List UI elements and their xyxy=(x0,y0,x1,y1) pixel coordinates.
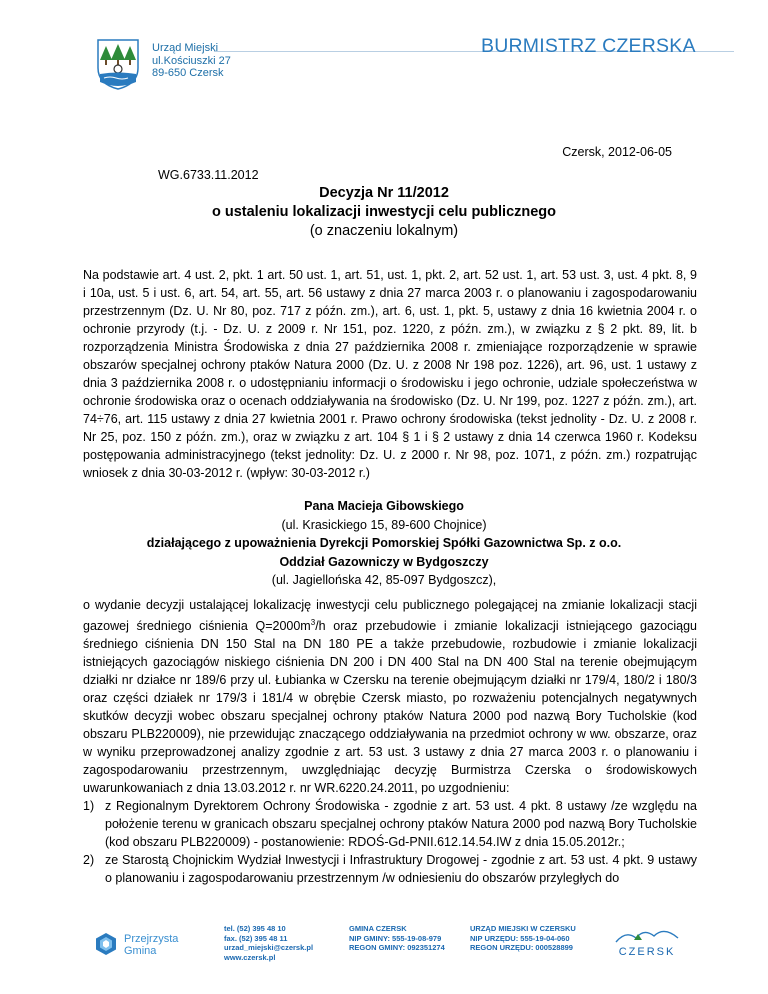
office-street: ul.Kościuszki 27 xyxy=(152,54,231,67)
request-text-end: /h oraz przebudowie i zmianie lokalizacji istniejącego gazociągu średniego ciśnienia DN 150 Stal na DN 180 PE a także przebudowie, rozbudowie i zmianie lokalizacji istniejących gazociągów niskiego ciśnienia DN 200 i DN 400 Stal na DN 400 Stal na terenie obejmującym działki nr działce nr 189/6 przy ul. Łubianka w Czersku na terenie obejmującym działki nr 179/4, 180/2 i 180/3 oraz części działek nr 179/3 i 181/4 w obrębie Czersk miasto, po rozważeniu potencjalnych negatywnych skutków decyzji wobec obszaru specjalnej ochrony ptaków Natura 2000 pod nazwą Bory Tucholskie (kod obszaru PLB220009), nie przewidując znaczącego oddziaływania na przedmiot ochrony w ww. obszarze, oraz w wyniku przeprowadzonej analizy zgodnie z art. 53 ust. 3 ustawy z dnia 27 marca 2003 r. o planowaniu i zagospodarowaniu przestrzennym, uwzględniając decyzję Burmistrza Czerska o środowiskowych uwarunkowaniach z dnia 13.03.2012 r. nr WR.6220.24.2011, po uzgodnieniu: xyxy=(83,619,697,796)
office-postcode: 89-650 Czersk xyxy=(152,67,224,79)
list-item-text: z Regionalnym Dyrektorem Ochrony Środowiska - zgodnie z art. 53 ust. 4 pkt. 8 ustawy /ze względu na położenie terenu w granicach obszaru specjalnej ochrony ptaków Natura 2000 pod nazwą Bory Tucholskie (kod obszaru PLB220009) - postanowienie: RDOŚ-Gd-PNII.612.14.54.IW z dnia 15.05.2012r.; xyxy=(105,799,697,849)
office-name: Urząd Miejski xyxy=(152,42,219,54)
town-crest-logo xyxy=(96,38,140,90)
list-item-text: ze Starostą Chojnickim Wydział Inwestycji i Infrastruktury Drogowej - zgodnie z art. 53 ust. 4 pkt. 9 ustawy o planowaniu i zagospodarowaniu przestrzennym /w odniesieniu do obszarów przyległych do xyxy=(105,853,697,885)
reference-number: WG.6733.11.2012 xyxy=(158,168,259,182)
footer-gmina-name: GMINA CZERSK xyxy=(349,924,407,933)
footer-gmina-regon: REGON GMINY: 092351274 xyxy=(349,943,445,952)
list-item-number: 1) xyxy=(83,799,95,813)
list-item xyxy=(83,851,697,887)
legal-basis-paragraph: Na podstawie art. 4 ust. 2, pkt. 1 art. 50 ust. 1, art. 51, ust. 1, pkt. 2, art. 52 ust. 1, art. 53 ust. 3, ust. 4 pkt. 8, 9 i 10a, ust. 5 i ust. 6, art. 54, art. 55, art. 56 ustawy z dnia 27 marca 2003 r. o planowaniu i zagospodarowaniu przestrzennym (Dz. U. Nr 80, poz. 717 z późn. zm.), art. 6, ust. 1, pkt. 5, ustawy z dnia 16 kwietnia 2004 r. o ochronie przyrody (t.j. - Dz. U. z 2009 r. Nr 151, poz. 1220, z późn. zm.), w związku z § 2 pkt. 89, lit. b rozporządzenia Ministra Środowiska z dnia 27 października 2008 r. zmieniające rozporządzenie w sprawie obszarów specjalnej ochrony ptaków Natura 2000 (Dz. U. z 2008 Nr 198 poz. 1226), art. 96, ust. 1 ustawy z dnia 3 października 2008 r. o udostępnianiu informacji o środowisku i jego ochronie, udziale społeczeństwa w ochronie środowiska oraz o ocenach oddziaływania na środowisko (Dz. U. Nr 199, poz. 1227 z późn. zm.), art. 74÷76, art. 115 ustawy z dnia 27 kwietnia 2001 r. Prawo ochrony środowiska (tekst jednolity - Dz. U. z 2008 r. Nr 25, poz. 150 z późn. zm.), oraz w związku z art. 104 § 1 i § 2 ustawy z dnia 14 czerwca 1960 r. Kodeksu postępowania administracyjnego (tekst jednolity: Dz. U. z 2000 r. Nr 98, poz. 1071, z późn. zm.) rozpatrując wniosek z dnia 30-03-2012 r. (wpływ: 30-03-2012 r.) xyxy=(83,268,697,480)
applicant-name: Pana Macieja Gibowskiego xyxy=(304,499,464,513)
footer-contact xyxy=(224,924,313,962)
applicant-branch: Oddział Gazowniczy w Bydgoszczy xyxy=(279,554,489,569)
przejrzysta-gmina-text xyxy=(124,933,178,957)
decision-title: Decyzja Nr 11/2012 xyxy=(319,185,449,201)
footer-email: urzad_miejski@czersk.pl xyxy=(224,943,314,952)
decision-subject: o ustaleniu lokalizacji inwestycji celu publicznego xyxy=(211,204,557,220)
request-superscript: 3 xyxy=(310,618,316,627)
footer-website: www.czersk.pl xyxy=(224,952,276,962)
przejrzysta-line1: Przejrzysta xyxy=(124,933,179,945)
footer-gmina-nip: NIP GMINY: 555-19-08-979 xyxy=(349,933,442,943)
przejrzysta-gmina-logo xyxy=(95,932,117,956)
request-text-start: o wydanie decyzji ustalającej lokalizację inwestycji celu publicznego polegającej na zmianie lokalizacji stacji gazowej średniego ciśnienia Q=2000m xyxy=(83,598,697,634)
przejrzysta-line2: Gmina xyxy=(124,945,157,957)
applicant-authority: działającego z upoważnienia Dyrekcji Pomorskiej Spółki Gazownictwa Sp. z o.o. xyxy=(146,536,622,550)
decision-scope: (o znaczeniu lokalnym) xyxy=(309,223,459,239)
list-item xyxy=(83,797,697,851)
applicant-branch-address: (ul. Jagiellońska 42, 85-097 Bydgoszcz), xyxy=(271,573,497,587)
footer-fax: fax. (52) 395 48 11 xyxy=(224,933,288,943)
czersk-town-logo xyxy=(612,924,682,960)
office-address xyxy=(152,42,231,80)
applicant-address: (ul. Krasickiego 15, 89-600 Chojnice) xyxy=(281,517,487,532)
footer-urzad-regon: REGON URZĘDU: 000528899 xyxy=(470,943,573,952)
agreements-list xyxy=(83,797,697,887)
footer-urzad-nip: NIP URZĘDU: 555-19-04-060 xyxy=(470,933,570,943)
czersk-logo-text: CZERSK xyxy=(618,946,676,958)
footer-urzad-name: URZĄD MIEJSKI W CZERSKU xyxy=(470,924,576,933)
footer-phone: tel. (52) 395 48 10 xyxy=(224,924,286,933)
brand-title: BURMISTRZ CZERSKA xyxy=(481,35,696,57)
footer-gmina xyxy=(349,924,445,953)
list-item-number: 2) xyxy=(83,853,95,867)
applicant-block xyxy=(0,497,768,590)
place-date: Czersk, 2012-06-05 xyxy=(562,145,672,159)
request-paragraph xyxy=(83,596,697,797)
footer xyxy=(0,922,768,982)
footer-urzad xyxy=(470,924,576,953)
